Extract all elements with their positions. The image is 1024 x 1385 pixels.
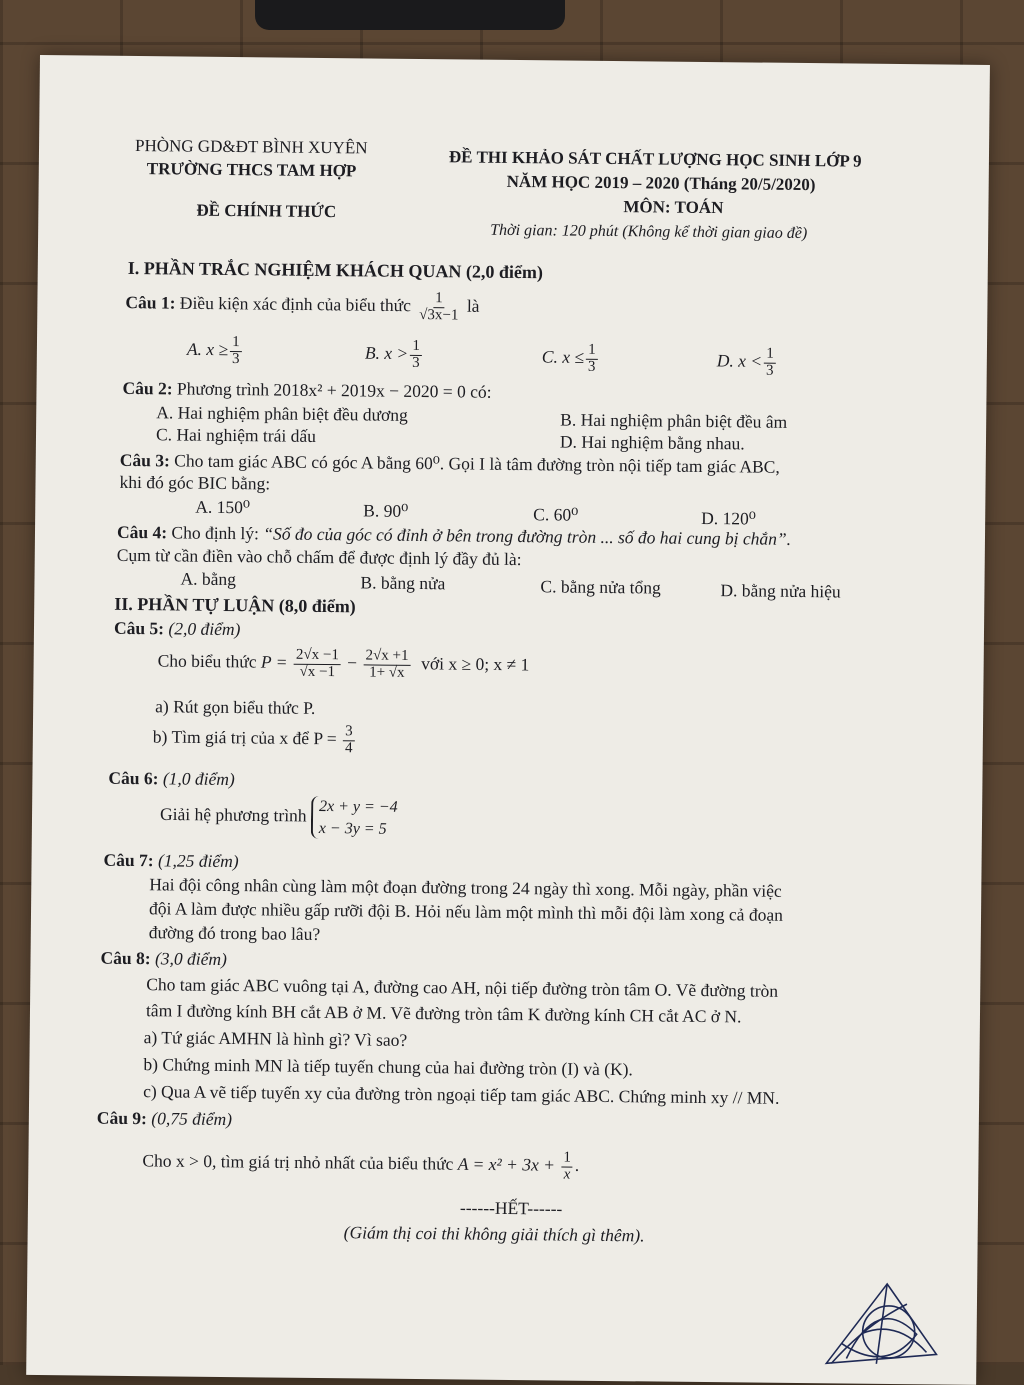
question-text: Cho x > 0, tìm giá trị nhỏ nhất của biểu thức bbox=[142, 1150, 454, 1174]
question-label: Câu 4: bbox=[116, 521, 168, 543]
fraction bbox=[417, 291, 461, 324]
question-7 bbox=[103, 850, 238, 872]
numerator: 1 bbox=[764, 347, 776, 364]
question-2 bbox=[122, 378, 491, 403]
q4-option-b: B. bằng nửa bbox=[360, 572, 446, 594]
q8-part-a: a) Tứ giác AMHN là hình gì? Vì sao? bbox=[143, 1027, 408, 1050]
q7-line2: đội A làm được nhiều gấp rưỡi đội B. Hỏi nếu làm một mình thì mỗi đội làm xong cả đoạn bbox=[148, 898, 784, 925]
question-9 bbox=[97, 1108, 232, 1130]
question-label: Câu 7: bbox=[103, 849, 154, 871]
fraction bbox=[343, 724, 355, 757]
period: . bbox=[574, 1154, 580, 1175]
question-label: Câu 2: bbox=[122, 377, 173, 399]
end-marker: ------HẾT------ bbox=[459, 1197, 563, 1219]
question-text: Cho biểu thức bbox=[157, 650, 257, 672]
equation-system bbox=[311, 796, 398, 840]
q2-option-b: B. Hai nghiệm phân biệt đều âm bbox=[560, 409, 788, 432]
fraction bbox=[586, 343, 598, 376]
numerator: 1 bbox=[230, 335, 242, 352]
expr-lhs: P = bbox=[260, 651, 288, 672]
subject: MÔN: TOÁN bbox=[623, 197, 724, 218]
question-5 bbox=[114, 618, 241, 640]
question-tail: là bbox=[466, 295, 480, 316]
question-text: Điều kiện xác định của biểu thức bbox=[179, 292, 412, 316]
part2-title: II. PHẦN TỰ LUẬN (8,0 điểm) bbox=[114, 593, 356, 617]
numerator: 1 bbox=[561, 1151, 573, 1168]
q8-part-c: c) Qua A vẽ tiếp tuyến xy của đường tròn ngoại tiếp tam giác ABC. Chứng minh xy // MN. bbox=[143, 1081, 780, 1108]
denominator: 3 bbox=[231, 350, 240, 367]
question-4-line2: Cụm từ cần điền vào chỗ chấm để được định lý đầy đủ là: bbox=[116, 544, 522, 570]
fraction bbox=[410, 339, 422, 372]
denominator: 3 bbox=[587, 358, 596, 375]
q9-expression bbox=[142, 1146, 579, 1183]
dept-name: PHÒNG GD&ĐT BÌNH XUYÊN bbox=[134, 136, 368, 158]
q3-option-d: D. 120⁰ bbox=[701, 507, 756, 529]
denominator: x bbox=[563, 1166, 571, 1183]
time-allowed: Thời gian: 120 phút (Không kể thời gian giao đề) bbox=[490, 221, 808, 243]
q7-line1: Hai đội công nhân cùng làm một đoạn đường trong 24 ngày thì xong. Mỗi ngày, phần việc bbox=[149, 874, 782, 901]
fraction bbox=[230, 335, 242, 368]
proctor-note: (Giám thị coi thi không giải thích gì thêm). bbox=[343, 1222, 645, 1246]
q1-option-d bbox=[717, 346, 778, 379]
question-3-line2: khi đó góc BIC bằng: bbox=[119, 471, 271, 494]
q4-option-d: D. bằng nửa hiệu bbox=[720, 580, 841, 602]
q1-option-c bbox=[542, 342, 600, 375]
theorem-text: “Số đo của góc có đỉnh ở bên trong đường tròn ... số đo hai cung bị chắn”. bbox=[263, 523, 792, 549]
fraction bbox=[561, 1151, 573, 1184]
question-text: Cho định lý: bbox=[171, 522, 264, 544]
q3-option-a: A. 150⁰ bbox=[195, 496, 251, 518]
denominator: √3x−1 bbox=[419, 306, 459, 324]
question-label: Câu 1: bbox=[125, 292, 176, 313]
question-points: (2,0 điểm) bbox=[168, 618, 241, 640]
q6-system bbox=[160, 794, 398, 840]
q3-option-c: C. 60⁰ bbox=[533, 504, 579, 525]
q7-line3: đường đó trong bao lâu? bbox=[148, 922, 321, 944]
phone-object bbox=[255, 0, 565, 30]
school-name: TRƯỜNG THCS TAM HỢP bbox=[146, 159, 357, 181]
minus-sign: − bbox=[347, 652, 358, 673]
fraction bbox=[363, 648, 410, 681]
question-6 bbox=[108, 768, 235, 790]
question-label: Câu 8: bbox=[100, 947, 151, 969]
q2-option-c: C. Hai nghiệm trái dấu bbox=[155, 424, 317, 446]
question-text: Cho tam giác ABC có góc A bằng 60⁰. Gọi I là tâm đường tròn nội tiếp tam giác ABC, bbox=[174, 450, 780, 477]
option-text: D. x < bbox=[716, 350, 763, 371]
question-8 bbox=[100, 948, 227, 970]
denominator: 3 bbox=[765, 362, 774, 379]
exam-paper bbox=[26, 55, 990, 1385]
pen-sketch-icon bbox=[816, 1263, 957, 1384]
q5-part-b bbox=[153, 722, 357, 757]
equation-2: x − 3y = 5 bbox=[318, 819, 387, 838]
q2-option-d: D. Hai nghiệm bằng nhau. bbox=[559, 431, 745, 454]
question-text: Giải hệ phương trình bbox=[159, 803, 307, 826]
q4-option-c: C. bằng nửa tổng bbox=[540, 576, 661, 598]
expression: A = x² + 3x + bbox=[457, 1153, 556, 1175]
q5-part-a: a) Rút gọn biểu thức P. bbox=[155, 696, 316, 718]
q8-part-b: b) Chứng minh MN là tiếp tuyến chung của hai đường tròn (I) và (K). bbox=[143, 1054, 633, 1080]
question-points: (1,25 điểm) bbox=[157, 850, 239, 872]
q1-option-a bbox=[187, 335, 244, 368]
numerator: 3 bbox=[343, 724, 355, 741]
question-text: b) Tìm giá trị của x để P = bbox=[152, 726, 337, 749]
q1-option-b bbox=[365, 338, 424, 371]
q3-option-b: B. 90⁰ bbox=[363, 500, 409, 521]
fraction bbox=[294, 648, 341, 681]
numerator: 1 bbox=[433, 291, 445, 308]
numerator: 1 bbox=[410, 339, 422, 356]
equation-1: 2x + y = −4 bbox=[318, 797, 398, 816]
condition: với x ≥ 0; x ≠ 1 bbox=[421, 653, 530, 675]
part1-title: I. PHẦN TRẮC NGHIỆM KHÁCH QUAN (2,0 điểm) bbox=[127, 257, 544, 283]
denominator: 1+ √x bbox=[369, 664, 405, 681]
fraction bbox=[764, 347, 776, 380]
numerator: 2√x +1 bbox=[363, 648, 410, 665]
official-label: ĐỀ CHÍNH THỨC bbox=[196, 200, 337, 222]
q2-option-a: A. Hai nghiệm phân biệt đều dương bbox=[156, 402, 408, 425]
question-points: (3,0 điểm) bbox=[154, 948, 228, 970]
exam-title: ĐỀ THI KHẢO SÁT CHẤT LƯỢNG HỌC SINH LỚP 9 bbox=[448, 147, 862, 171]
numerator: 2√x −1 bbox=[294, 648, 341, 665]
denominator: √x −1 bbox=[299, 663, 336, 680]
numerator: 1 bbox=[586, 343, 598, 360]
q5-expression bbox=[157, 646, 529, 682]
option-text: C. x ≤ bbox=[541, 346, 585, 367]
q8-line1: Cho tam giác ABC vuông tại A, đường cao AH, nội tiếp đường tròn tâm O. Vẽ đường tròn bbox=[146, 974, 779, 1001]
q8-line2: tâm I đường kính BH cắt AB ở M. Vẽ đường tròn tâm K đường kính CH cắt AC ở N. bbox=[145, 1000, 742, 1027]
school-year: NĂM HỌC 2019 – 2020 (Tháng 20/5/2020) bbox=[506, 171, 816, 195]
question-label: Câu 3: bbox=[119, 449, 170, 471]
option-text: B. x > bbox=[364, 342, 409, 364]
denominator: 4 bbox=[344, 739, 353, 757]
question-label: Câu 6: bbox=[108, 767, 159, 789]
question-label: Câu 5: bbox=[113, 617, 165, 639]
question-1 bbox=[125, 288, 479, 324]
denominator: 3 bbox=[412, 354, 420, 371]
question-label: Câu 9: bbox=[96, 1107, 148, 1129]
question-text: Phương trình 2018x² + 2019x − 2020 = 0 có: bbox=[176, 378, 492, 402]
question-points: (0,75 điểm) bbox=[151, 1108, 233, 1130]
q4-option-a: A. bằng bbox=[180, 568, 237, 590]
option-text: A. x ≥ bbox=[186, 338, 229, 360]
question-points: (1,0 điểm) bbox=[162, 768, 235, 790]
